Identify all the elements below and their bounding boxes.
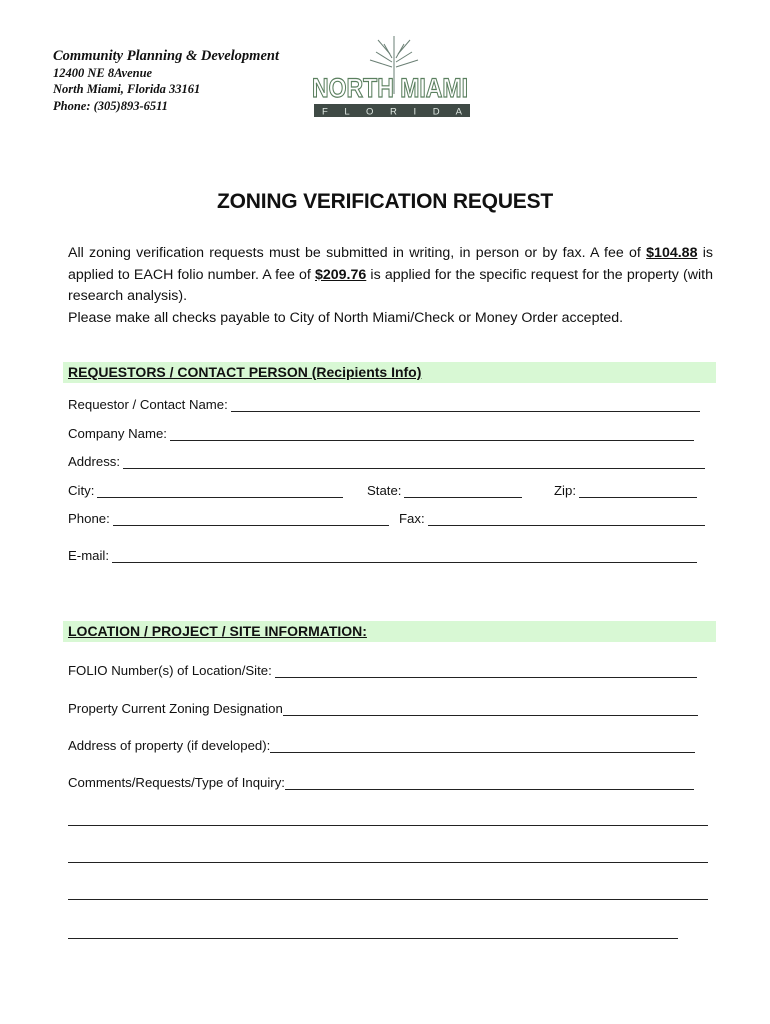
address-input[interactable] — [123, 455, 705, 469]
comments-input-line-1[interactable] — [285, 776, 694, 790]
phone-field — [68, 511, 389, 526]
logo-text-main: NORTH MIAMI — [312, 73, 468, 103]
zoning-designation-label: Property Current Zoning Designation — [68, 701, 283, 716]
property-address-field — [68, 738, 695, 753]
fee-paragraph — [68, 243, 713, 308]
organization-header — [53, 48, 279, 114]
fax-field — [399, 511, 705, 526]
requestor-section-heading — [63, 362, 716, 383]
intro-text — [68, 243, 713, 329]
zoning-designation-field — [68, 701, 698, 716]
address-field — [68, 454, 705, 469]
north-miami-logo — [306, 34, 474, 120]
logo-text-sub: F L O R I D A — [322, 106, 462, 118]
comments-input-line-4[interactable] — [68, 899, 708, 900]
zip-input[interactable] — [579, 484, 697, 498]
payment-instructions: Please make all checks payable to City of North Miami/Check or Money Order accepted. — [68, 309, 624, 326]
folio-label: FOLIO Number(s) of Location/Site: — [68, 663, 272, 678]
folio-field — [68, 663, 697, 678]
zoning-designation-input[interactable] — [283, 702, 698, 716]
comments-input-line-3[interactable] — [68, 862, 708, 863]
phone-input[interactable] — [113, 512, 389, 526]
comments-input-line-2[interactable] — [68, 825, 708, 826]
department-name: Community Planning & Development — [53, 48, 279, 64]
zip-field — [554, 483, 697, 498]
location-section-heading — [63, 621, 716, 642]
fax-label: Fax: — [399, 511, 425, 526]
form-title: ZONING VERIFICATION REQUEST — [216, 190, 554, 213]
phone-label: Phone: — [68, 511, 110, 526]
address-label: Address: — [68, 454, 121, 469]
property-address-label: Address of property (if developed): — [68, 738, 271, 753]
comments-field — [68, 775, 694, 790]
company-name-label: Company Name: — [68, 426, 167, 441]
zip-label: Zip: — [554, 483, 576, 498]
fee-text-part-3: is applied for the specific request for the property (with research analysis). — [68, 266, 714, 304]
research-fee-amount: $209.76 — [314, 266, 367, 283]
phone-number: Phone: (305)893-6511 — [53, 98, 168, 113]
state-label: State: — [367, 483, 402, 498]
address-line-1: 12400 NE 8Avenue — [53, 65, 153, 80]
address-line-2: North Miami, Florida 33161 — [53, 82, 201, 96]
city-label: City: — [68, 483, 95, 498]
folio-fee-amount: $104.88 — [646, 245, 698, 261]
fax-input[interactable] — [428, 512, 705, 526]
comments-input-line-5[interactable] — [68, 938, 678, 939]
state-input[interactable] — [404, 484, 522, 498]
fee-text-part-2: is applied to EACH folio number. A fee of — [68, 245, 714, 283]
fee-text-part-1: All zoning verification requests must be submitted in writing, in person or by fax. A fee of — [68, 245, 647, 261]
contact-name-label: Requestor / Contact Name: — [68, 397, 228, 412]
city-input[interactable] — [97, 484, 343, 498]
contact-name-field — [68, 397, 700, 412]
comments-label: Comments/Requests/Type of Inquiry: — [68, 775, 285, 790]
company-name-input[interactable] — [170, 427, 694, 441]
email-label: E-mail: — [68, 548, 110, 563]
requestor-section-title: REQUESTORS / CONTACT PERSON (Recipients Info) — [68, 364, 422, 380]
contact-name-input[interactable] — [231, 398, 700, 412]
state-field — [367, 483, 522, 498]
location-section-title: LOCATION / PROJECT / SITE INFORMATION: — [68, 623, 367, 639]
email-input[interactable] — [112, 549, 697, 563]
folio-input[interactable] — [275, 664, 697, 678]
company-name-field — [68, 426, 694, 441]
email-field — [68, 548, 697, 563]
property-address-input[interactable] — [270, 739, 695, 753]
city-field — [68, 483, 343, 498]
